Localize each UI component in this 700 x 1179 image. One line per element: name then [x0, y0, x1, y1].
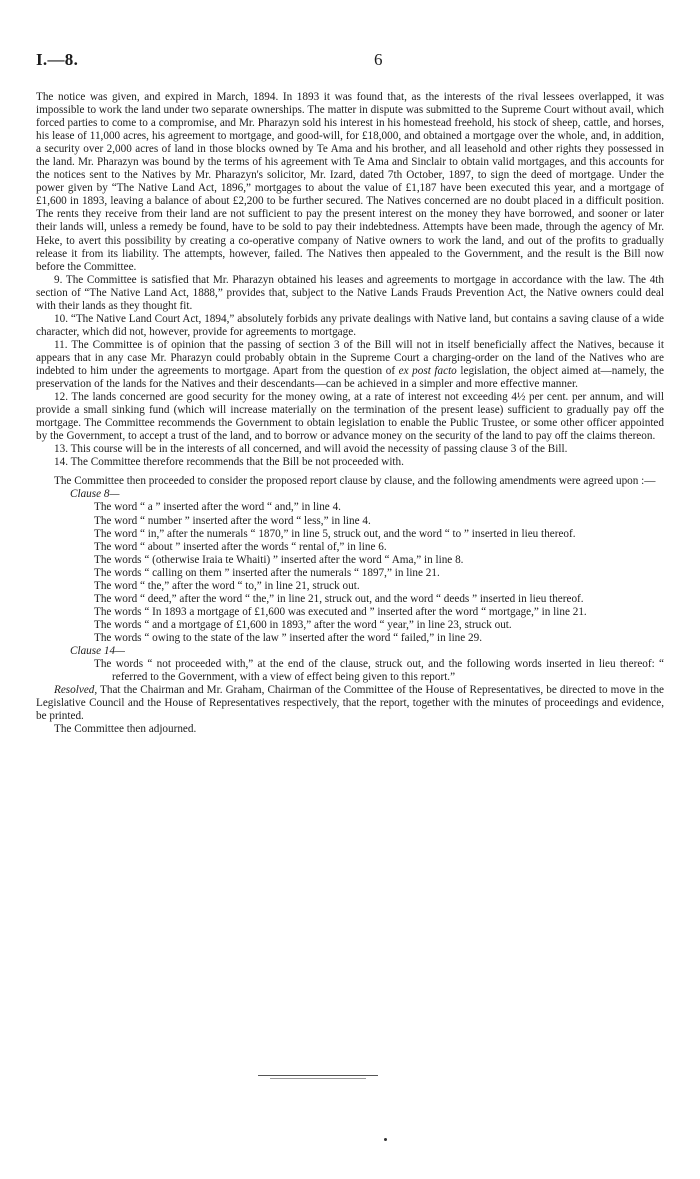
- paragraph-14: 14. The Committee therefore recommends that the Bill be not proceeded with.: [54, 456, 404, 469]
- closing-rule: [258, 1075, 378, 1076]
- clause-8-amendment: The word “ about ” inserted after the words “ rental of,” in line 6.: [94, 540, 387, 553]
- proceeded-paragraph: The Committee then proceeded to consider the proposed report clause by clause, and the following amendments were agreed upon :—: [54, 475, 656, 488]
- clause-14-heading: Clause 14—: [70, 644, 126, 657]
- print-speck: [384, 1138, 387, 1141]
- clause-8-amendment: The word “ deed,” after the word “ the,” in line 21, struck out, and the word “ deeds ” inserted in lieu thereof.: [94, 592, 584, 605]
- page-number: 6: [374, 50, 383, 69]
- clause-14-amendment: The words “ not proceeded with,” at the end of the clause, struck out, and the following words inserted in lieu thereof: “ referred to the Government, with a view of effect being given to this report.”: [94, 658, 664, 684]
- paragraph-11-text-b: legislation, the object aimed at—namely, the preservation of the lands for the Natives and their descendants—can be achieved in a simpler and more effective manner.: [36, 364, 664, 391]
- resolution-text: That the Chairman and Mr. Graham, Chairman of the Committee of the House of Representatives, be directed to move in the Legislative Council and the House of Representatives respectively, that the report, together with the minutes of proceedings and evidence, be printed.: [36, 684, 664, 723]
- adjourned-line: The Committee then adjourned.: [54, 723, 197, 736]
- page-header: [36, 50, 664, 72]
- paragraph-8-continued: The notice was given, and expired in March, 1894. In 1893 it was found that, as the interests of the rival lessees overlapped, it was impossible to work the land under two separate ownerships. The matter in dispute was submitted to the Supreme Court without avail, which forced parties to come to a compromise, and Mr. Pharazyn sold his interest in his homestead freehold, his stock of sheep, cattle, and horses, his lease of 11,000 acres, his agreement to mortgage, and good-will, for £18,000, and obtained a mortgage over the whole, and, in addition, a security over 2,000 acres of land in those blocks owned by Te Ama and his brother, and all leasehold and other rights they possessed in the land. Mr. Pharazyn was bound by the terms of his agreement with Te Ama and Sinclair to obtain valid mortgages, and this accounts for the notices sent to the Natives by Mr. Pharazyn's solicitor, Mr. Izard, dated 7th October, 1897, to sign the deed of mortgage. Under the power given by “The Native Land Act, 1896,” mortgages to about the value of £1,187 have been executed this year, and a mortgage of £1,600 in 1893, leaving a balance of about £2,200 to be further secured. The Natives concerned are no doubt placed in a difficult position. The rents they receive from their land are not sufficient to pay the present interest on the money they have borrowed, and sooner or later their lands will, unless a remedy be found, have to be sold to pay their indebtedness. Attempts have been made, through the agency of Mr. Heke, to avert this possibility by creating a co-operative company of Native owners to work the land, and out of the profits to gradually release it from its liability. The attempts, however, failed. The Natives then appealed to the Government, and the result is the Bill now before the Committee.: [36, 91, 664, 273]
- clause-8-amendment: The word “ a ” inserted after the word “ and,” in line 4.: [94, 501, 341, 514]
- closing-rule-lower: [270, 1078, 366, 1079]
- clause-8-amendment: The words “ calling on them ” inserted after the numerals “ 1897,” in line 21.: [94, 566, 440, 579]
- document-reference: I.—8.: [36, 50, 79, 69]
- paragraph-11-italic: ex post facto: [398, 364, 457, 377]
- clause-8-amendment: The words “ In 1893 a mortgage of £1,600 was executed and ” inserted after the word “ mortgage,” in line 21.: [94, 605, 587, 618]
- clause-8-amendment: The word “ the,” after the word “ to,” in line 21, struck out.: [94, 579, 360, 592]
- clause-8-amendment: The words “ and a mortgage of £1,600 in 1893,” after the word “ year,” in line 23, struck out.: [94, 618, 512, 631]
- paragraph-11: [36, 339, 664, 391]
- report-body: [36, 91, 664, 736]
- paragraph-12: 12. The lands concerned are good security for the money owing, at a rate of interest not exceeding 4½ per cent. per annum, and will provide a small sinking fund (which will increase materially on the termination of the present lease) sufficient to gradually pay off the mortgage. The Committee recommends the Government to obtain legislation to enable the Public Trustee, or some other officer appointed by the Government, to accept a trust of the land, and to borrow or advance money on the security of the land to pay off the claims thereon.: [36, 391, 664, 443]
- clause-8-heading: Clause 8—: [70, 488, 120, 501]
- paragraph-13: 13. This course will be in the interests of all concerned, and will avoid the necessity of passing clause 3 of the Bill.: [54, 443, 568, 456]
- paragraph-10: 10. “The Native Land Court Act, 1894,” absolutely forbids any private dealings with Native land, but contains a saving clause of a wide character, which did not, however, provide for agreements to mortgage.: [36, 312, 664, 338]
- clause-8-amendment: The word “ number ” inserted after the word “ less,” in line 4.: [94, 514, 371, 527]
- clause-8-amendment: The words “ owing to the state of the law ” inserted after the word “ failed,” in line 29.: [94, 631, 483, 644]
- resolved-label: Resolved,: [54, 684, 98, 697]
- paragraph-11-text-a: 11. The Committee is of opinion that the passing of section 3 of the Bill will not in itself beneficially affect the Natives, because it appears that in any case Mr. Pharazyn could probably obtain in the Supreme Court a charging-order on the land of the Natives who are indebted to him under the agreements to mortgage. Apart from the question of: [36, 338, 664, 377]
- clause-8-amendment: The words “ (otherwise Iraia te Whaiti) ” inserted after the word “ Ama,” in line 8.: [94, 553, 464, 566]
- paragraph-9: 9. The Committee is satisfied that Mr. Pharazyn obtained his leases and agreements to mortgage in accordance with the law. The 4th section of “The Native Land Act, 1888,” provides that, subject to the Native Lands Frauds Prevention Act, the Native owners could deal with their lands as they thought fit.: [36, 273, 664, 312]
- clause-8-amendment: The word “ in,” after the numerals “ 1870,” in line 5, struck out, and the word “ to ” inserted in lieu thereof.: [94, 527, 576, 540]
- resolution-paragraph: [36, 684, 664, 723]
